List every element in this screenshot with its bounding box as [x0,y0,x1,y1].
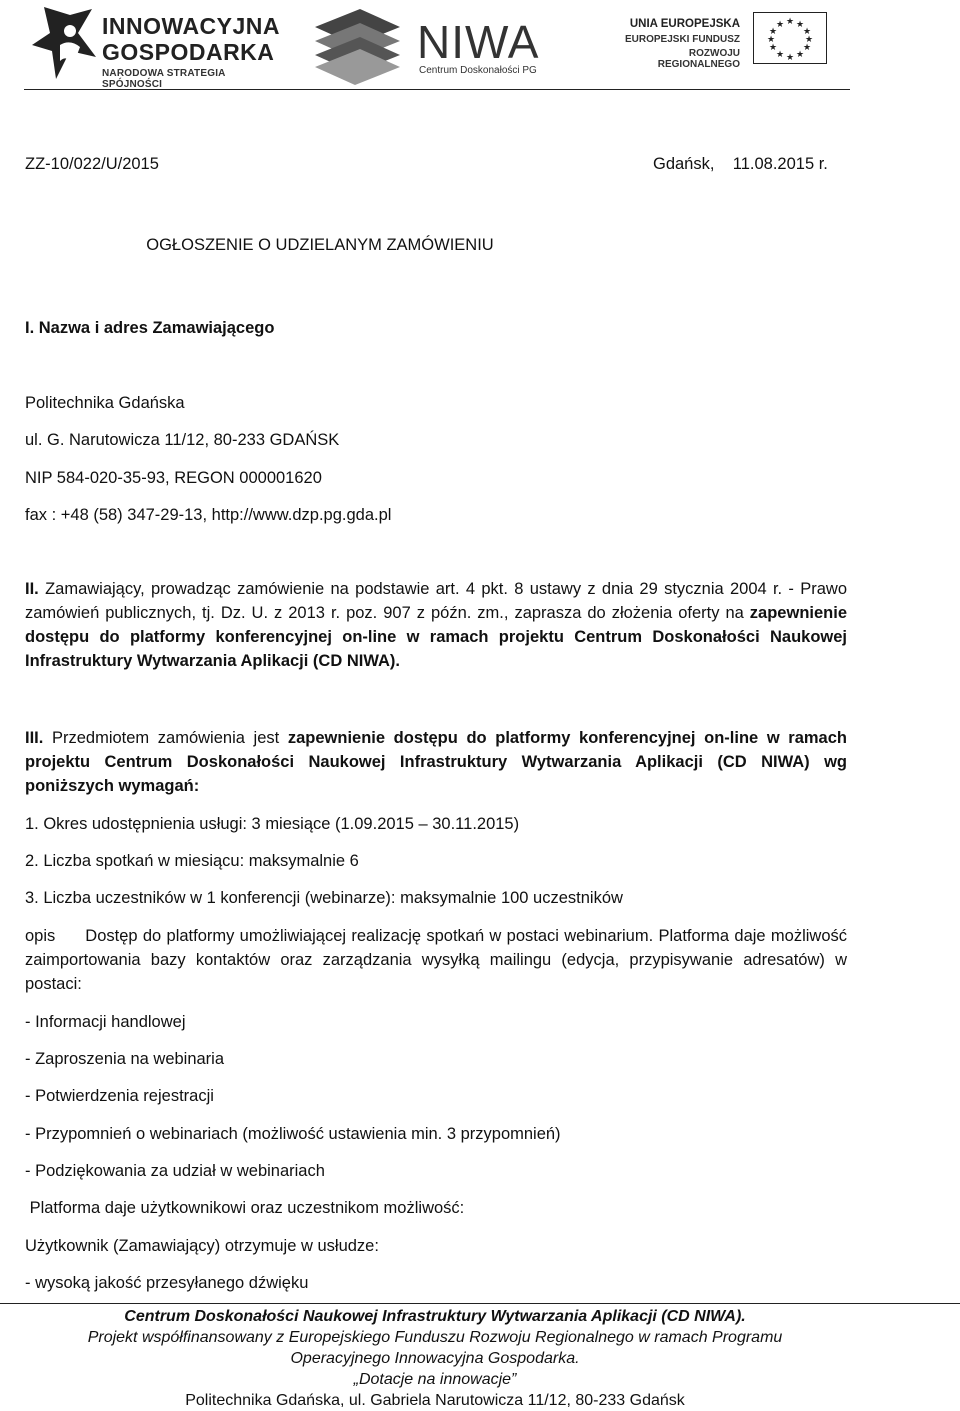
svg-text:★: ★ [785,53,795,63]
footer-line4: „Dotacje na innowacje” [353,1371,517,1388]
bullet-item: - wysoką jakość przesyłanego dźwięku [25,1274,309,1292]
org-fax: fax : +48 (58) 347-29-13, http://www.dzp.pg.gda.pl [25,506,392,524]
city-date: Gdańsk, 11.08.2015 r. [653,155,828,173]
description-paragraph [25,924,847,996]
svg-text:★: ★ [802,43,812,53]
opis-text: Dostęp do platformy umożliwiającej realizację spotkań w postaci webinarium. Platforma daje możliwość zaimportowania bazy kontaktów oraz zarządzania wysyłką mailingu (edycja, przypisywanie adresatów) w postaci: [25,927,847,993]
svg-text:★: ★ [785,17,795,27]
footer [0,1306,870,1411]
star-figure-icon [30,5,100,83]
ig-line1: INNOWACYJNA [102,13,281,39]
section3-num: III. [25,729,44,747]
svg-text:★: ★ [804,35,814,45]
bullet-item: - Podziękowania za udział w webinariach [25,1162,325,1180]
svg-text:★: ★ [775,50,785,60]
footer-line2: Projekt współfinansowany z Europejskiego Funduszu Rozwoju Regionalnego w ramach Programu [87,1329,783,1346]
section2 [25,577,847,673]
footer-line3: Operacyjnego Innowacyjna Gospodarka. [290,1350,580,1367]
footer-line1: Centrum Doskonałości Naukowej Infrastruktury Wytwarzania Aplikacji (CD NIWA). [124,1308,746,1325]
svg-text:★: ★ [795,50,805,60]
section2-text1: Zamawiający, prowadząc zamówienie na podstawie art. 4 pkt. 8 ustawy z dnia 29 stycznia 2004 r. - Prawo zamówień publicznych, tj. Dz. U. z 2013 r. poz. 907 z późn. zm. [25,580,847,622]
svg-text:★: ★ [768,43,778,53]
eu-flag-icon [753,12,827,64]
svg-text:★: ★ [795,20,805,30]
niwa-stripes-icon [305,5,405,85]
svg-text:★: ★ [802,27,812,37]
section3-subject: zapewnienie dostępu do platformy konferencyjnej on-line w ramach projektu Centrum Doskonałości Naukowej Infrastruktury Wytwarzania Aplikacji (CD NIWA) wg poniższych wymagań: [25,729,847,795]
niwa-word: NIWA [417,16,540,68]
requirement-item: 1. Okres udostępnienia usługi: 3 miesiące (1.09.2015 – 30.11.2015) [25,815,520,833]
svg-text:★: ★ [768,27,778,37]
opis-label: opis [25,927,56,945]
ig-line2: GOSPODARKA [102,39,275,65]
section1-heading: I. Nazwa i adres Zamawiającego [25,319,275,337]
ig-line3: NARODOWA STRATEGIA SPÓJNOŚCI [102,68,226,90]
bullet-item: - Przypomnień o webinariach (możliwość ustawienia min. 3 przypomnień) [25,1125,561,1143]
requirement-item: 3. Liczba uczestników w 1 konferencji (webinarze): maksymalnie 100 uczestników [25,889,623,907]
footer-line5: Politechnika Gdańska, ul. Gabriela Narutowicza 11/12, 80-233 Gdańsk [185,1392,685,1409]
bullet-item: - Informacji handlowej [25,1013,186,1031]
org-address: ul. G. Narutowicza 11/12, 80-233 GDAŃSK [25,431,340,449]
innowacyjna-gospodarka-logo [30,5,281,90]
svg-text:★: ★ [766,35,776,45]
ue-line1: UNIA EUROPEJSKA [629,18,740,30]
section2-num: II. [25,580,39,598]
requirement-item: 2. Liczba spotkań w miesiącu: maksymalnie 6 [25,852,359,870]
svg-text:★: ★ [775,20,785,30]
logo-bar [0,0,960,90]
bullet-item: - Potwierdzenia rejestracji [25,1087,214,1105]
reference-line [25,152,847,176]
section3 [25,726,847,798]
org-nip: NIP 584-020-35-93, REGON 000001620 [25,469,322,487]
section2-text2: , zaprasza do złożenia oferty na [503,604,744,622]
ue-line3: ROZWOJU REGIONALNEGO [657,48,740,70]
niwa-logo [305,5,550,83]
user-text: Użytkownik (Zamawiający) otrzymuje w usłudze: [25,1237,379,1255]
ue-line2: EUROPEJSKI FUNDUSZ [624,34,740,45]
footer-divider [0,1303,960,1304]
reference-number: ZZ-10/022/U/2015 [25,155,159,173]
section2-subject: zapewnienie dostępu do platformy konferencyjnej on-line w ramach projektu Centrum Doskonałości Naukowej Infrastruktury Wytwarzania Aplikacji (CD NIWA). [25,604,847,670]
bullet-item: - Zaproszenia na webinaria [25,1050,225,1068]
section3-text: Przedmiotem zamówienia jest [43,729,288,747]
header-divider [24,89,850,90]
eu-logo [605,12,830,82]
document-title: OGŁOSZENIE O UDZIELANYM ZAMÓWIENIU [146,236,494,254]
platform-text: Platforma daje użytkownikowi oraz uczestnikom możliwość: [25,1199,465,1217]
org-name: Politechnika Gdańska [25,394,185,412]
niwa-sub: Centrum Doskonałości PG [419,65,537,76]
